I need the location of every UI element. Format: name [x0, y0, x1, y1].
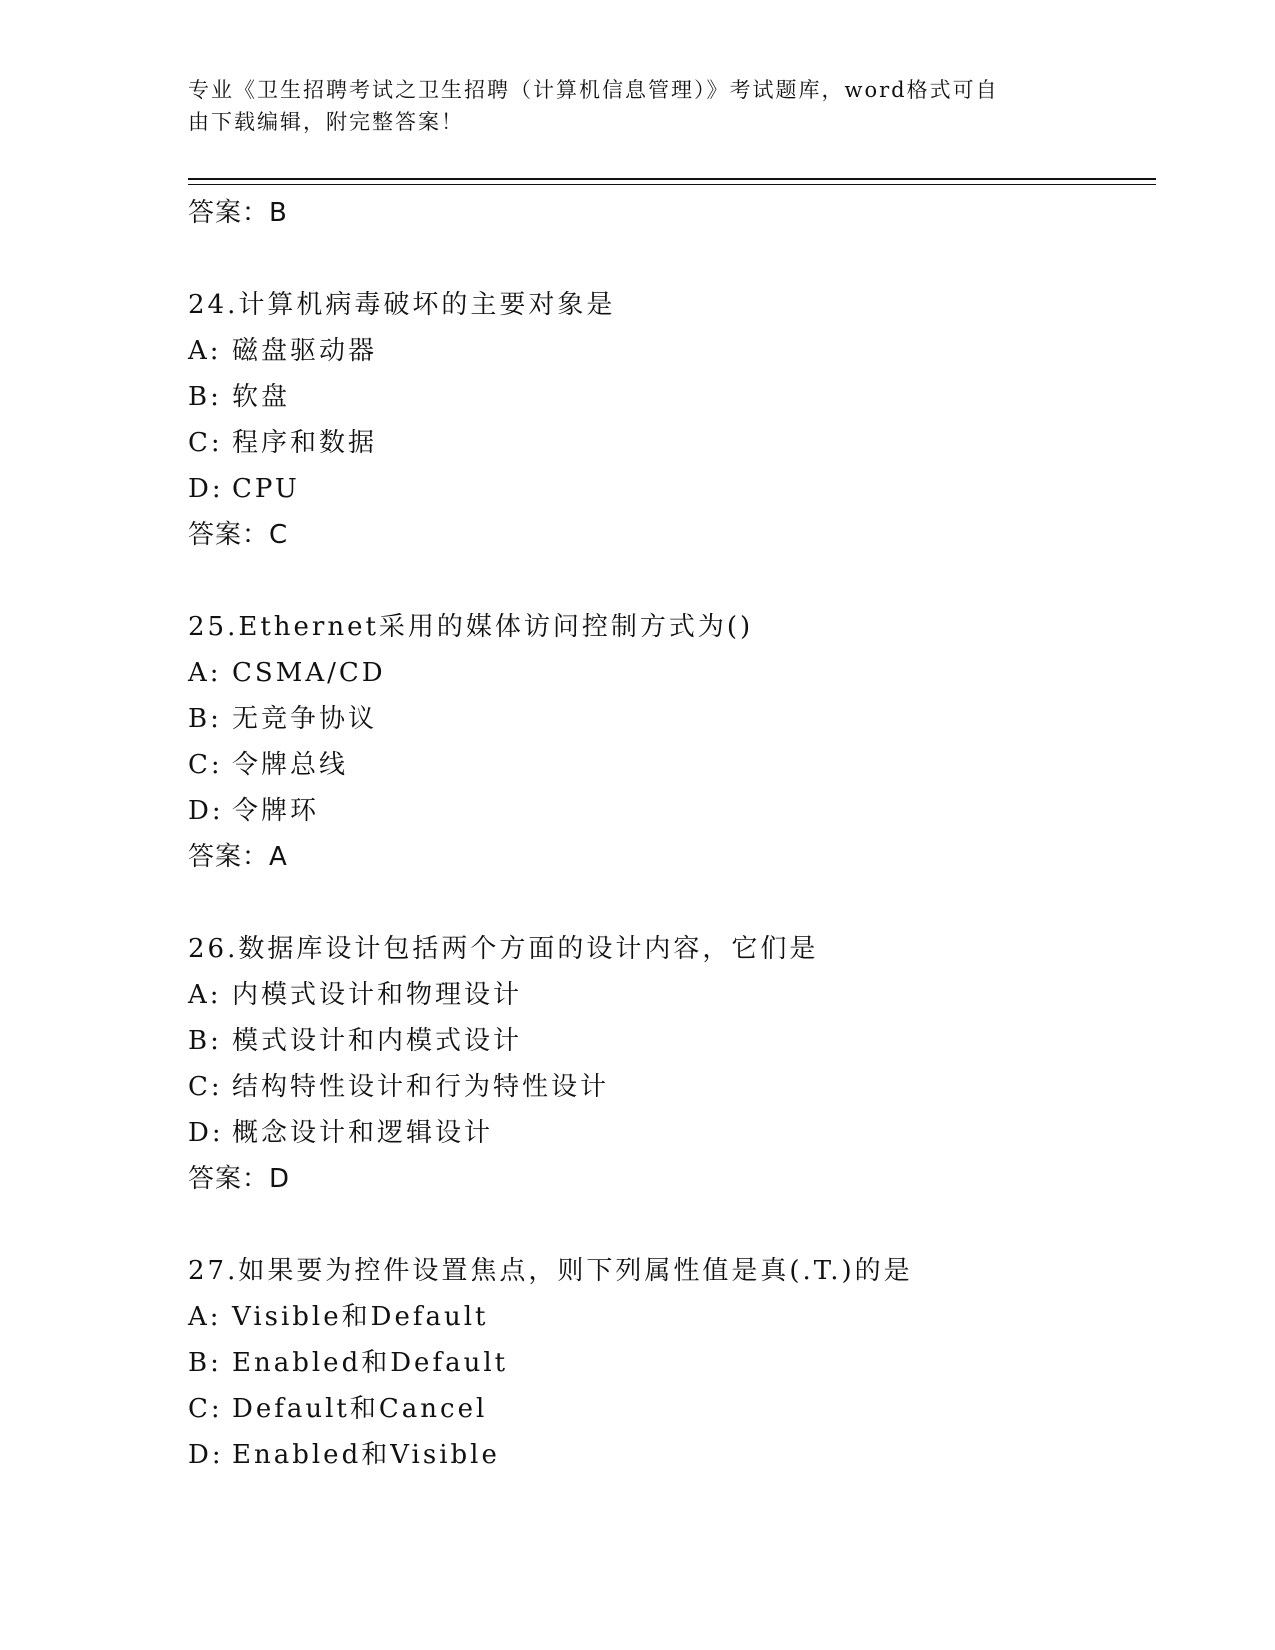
question-text: 24.计算机病毒破坏的主要对象是 [188, 290, 616, 320]
option-label: C: [188, 1072, 223, 1102]
option-item [188, 1064, 1148, 1110]
option-item [188, 1110, 1148, 1156]
option-label: A: [188, 336, 222, 366]
option-text: CPU [232, 474, 300, 504]
option-label: B: [188, 1348, 222, 1378]
option-text: Visible和Default [232, 1302, 489, 1332]
option-text: 令牌总线 [232, 750, 349, 780]
option-item [188, 374, 1148, 420]
option-text: 令牌环 [232, 796, 320, 826]
option-label: C: [188, 1394, 223, 1424]
option-text: 程序和数据 [232, 428, 378, 458]
document-header [188, 74, 1068, 138]
option-label: A: [188, 658, 222, 688]
option-text: CSMA/CD [232, 658, 386, 688]
option-label: B: [188, 1026, 222, 1056]
answer-line: 答案：C [188, 520, 289, 550]
option-label: D: [188, 1118, 224, 1148]
option-text: 结构特性设计和行为特性设计 [232, 1072, 610, 1102]
option-item [188, 1432, 1148, 1478]
answer-line: 答案：D [188, 1164, 291, 1194]
option-item [188, 788, 1148, 834]
header-line-1: 专业《卫生招聘考试之卫生招聘（计算机信息管理）》考试题库，word格式可自 [188, 78, 999, 102]
option-text: 内模式设计和物理设计 [232, 980, 523, 1010]
question-text: 25.Ethernet采用的媒体访问控制方式为() [188, 612, 754, 642]
option-item [188, 466, 1148, 512]
option-text: 模式设计和内模式设计 [232, 1026, 523, 1056]
option-text: Enabled和Visible [232, 1440, 500, 1470]
option-label: B: [188, 704, 222, 734]
option-label: A: [188, 980, 222, 1010]
option-item [188, 742, 1148, 788]
option-label: D: [188, 796, 224, 826]
question-list [188, 190, 1148, 1478]
option-item [188, 1340, 1148, 1386]
option-item [188, 328, 1148, 374]
option-label: A: [188, 1302, 222, 1332]
option-item [188, 696, 1148, 742]
option-item [188, 972, 1148, 1018]
option-text: 无竞争协议 [232, 704, 378, 734]
option-text: 软盘 [232, 382, 291, 412]
answer-line: 答案：B [188, 198, 288, 228]
option-label: C: [188, 750, 223, 780]
option-item [188, 650, 1148, 696]
option-text: 磁盘驱动器 [232, 336, 378, 366]
option-label: B: [188, 382, 222, 412]
option-text: Enabled和Default [232, 1348, 509, 1378]
option-item [188, 420, 1148, 466]
option-label: D: [188, 474, 224, 504]
option-text: Default和Cancel [232, 1394, 488, 1424]
header-rule-thin [188, 184, 1156, 185]
option-item [188, 1018, 1148, 1064]
question-text: 26.数据库设计包括两个方面的设计内容，它们是 [188, 934, 819, 964]
option-item [188, 1294, 1148, 1340]
answer-line: 答案：A [188, 842, 288, 872]
option-item [188, 1386, 1148, 1432]
option-label: C: [188, 428, 223, 458]
header-rule-thick [188, 178, 1156, 180]
option-label: D: [188, 1440, 224, 1470]
header-line-2: 由下载编辑，附完整答案！ [188, 110, 464, 134]
option-text: 概念设计和逻辑设计 [232, 1118, 494, 1148]
question-text: 27.如果要为控件设置焦点，则下列属性值是真(.T.)的是 [188, 1256, 913, 1286]
